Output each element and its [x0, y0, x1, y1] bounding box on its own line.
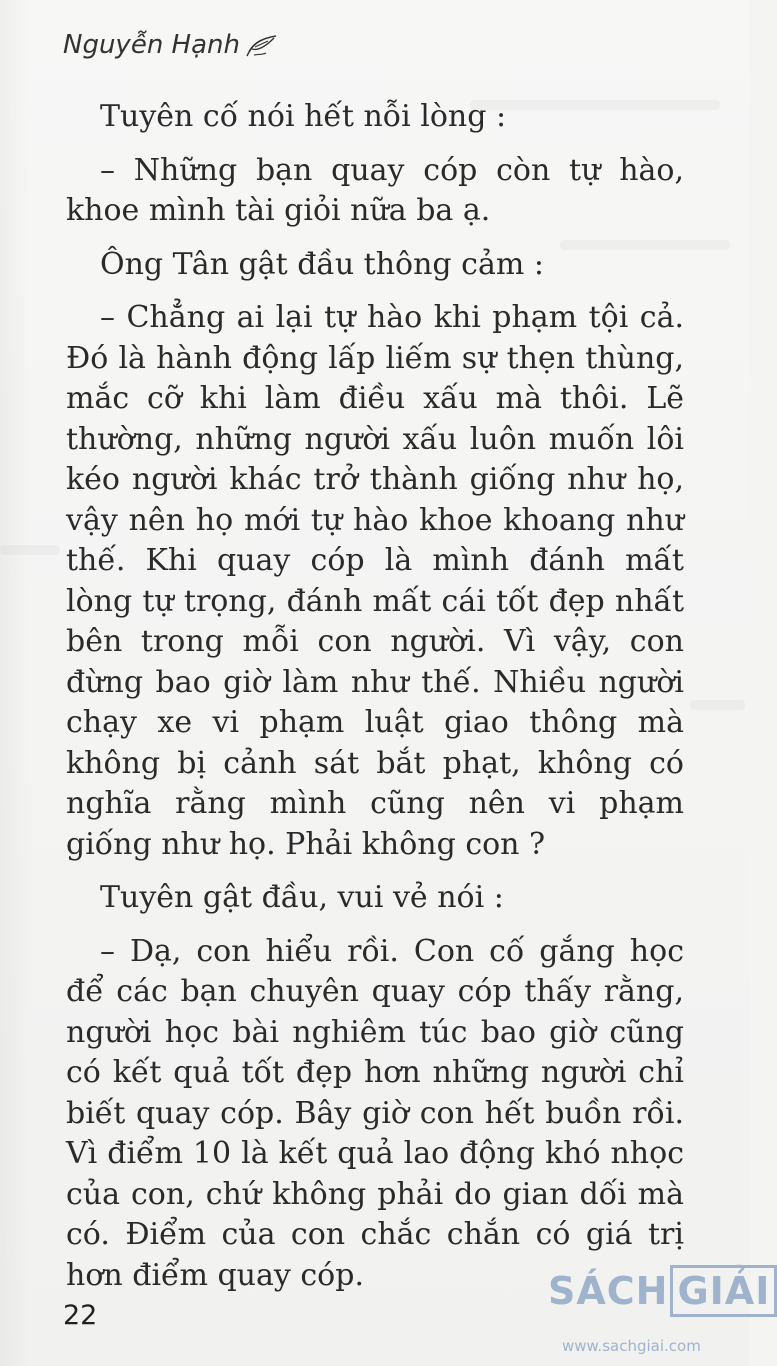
watermark-brand [548, 1265, 777, 1317]
pen-icon [246, 32, 280, 58]
paragraph: Tuyên gật đầu, vui vẻ nói : [100, 880, 504, 915]
watermark-brand-box: GIẢI [670, 1265, 777, 1317]
paragraph: Ông Tân gật đầu thông cảm : [100, 246, 544, 282]
paragraph: – Những bạn quay cóp còn tự hào, khoe mình tài giỏi nữa ba ạ. [66, 152, 684, 228]
page-number: 22 [63, 1300, 98, 1331]
watermark-logo [548, 1265, 771, 1361]
author-name: Nguyễn Hạnh [63, 30, 240, 60]
paragraph: Tuyên cố nói hết nỗi lòng : [100, 99, 507, 134]
watermark-brand-left: SÁCH [548, 1269, 669, 1313]
show-through [0, 545, 60, 555]
paragraph: – Dạ, con hiểu rồi. Con cố gắng học để các bạn chuyên quay cóp thấy rằng, người học bài nghiêm túc bao giờ cũng có kết quả tốt đẹp hơn những người chỉ biết quay cóp. Bây giờ con hết buồn rồi. Vì điểm 10 là kết quả lao động khó nhọc của con, chứ không phải do gian dối mà có. Điểm của con chắc chắn có giá trị hơn điểm quay cóp. [66, 933, 684, 1293]
running-header [63, 30, 280, 60]
watermark-url: www.sachgiai.com [562, 1337, 701, 1355]
chapter-text [66, 97, 684, 1309]
show-through [690, 700, 745, 710]
paragraph: – Chẳng ai lại tự hào khi phạm tội cả. Đó là hành động lấp liếm sự thẹn thùng, mắc cỡ khi làm điều xấu mà thôi. Lẽ thường, những người xấu luôn muốn lôi kéo người khác trở thành giống như họ, vậy nên họ mới tự hào khoe khoang như thế. Khi quay cóp là mình đánh mất lòng tự trọng, đánh mất cái tốt đẹp nhất bên trong mỗi con người. Vì vậy, con đừng bao giờ làm như thế. Nhiều người chạy xe vi phạm luật giao thông mà không bị cảnh sát bắt phạt, không có nghĩa rằng mình cũng nên vi phạm giống như họ. Phải không con ? [66, 300, 684, 862]
